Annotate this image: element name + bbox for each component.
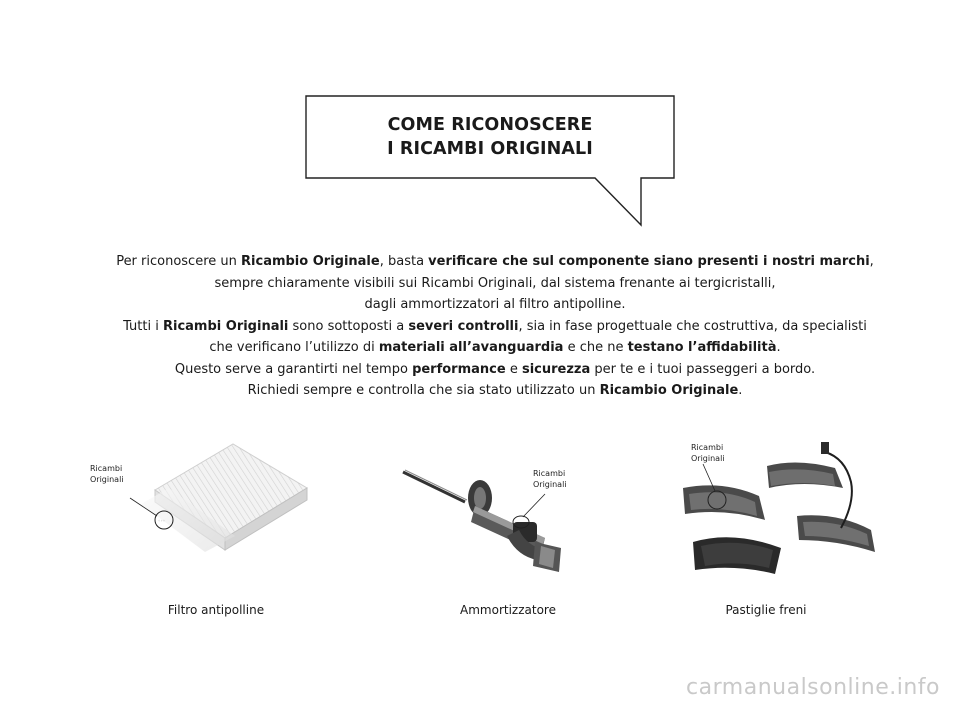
tag-line: Ricambi <box>691 443 724 452</box>
text-run: , basta <box>379 254 429 269</box>
text-run: sono sottoposti a <box>288 318 409 334</box>
shock-caption: Ammortizzatore <box>460 603 556 617</box>
text-run: Questo serve a garantirti nel tempo <box>174 361 413 377</box>
text-run: , <box>869 254 874 269</box>
paragraph-line-7 <box>70 380 920 402</box>
bold-text: testano l’affidabilità <box>627 340 777 355</box>
bold-text: Ricambio Originale <box>241 254 380 269</box>
text-run: Per riconoscere un <box>116 254 242 269</box>
tag-line: Originali <box>90 475 124 484</box>
bold-text: materiali all’avanguardia <box>378 340 564 355</box>
bold-text: Ricambio Originale <box>599 383 739 398</box>
paragraph-line-4 <box>70 316 920 338</box>
text-run: e <box>505 361 522 377</box>
bold-text: severi controlli <box>408 318 519 334</box>
svg-text:◦◦◦: ◦◦◦ <box>158 518 166 523</box>
site-watermark: carmanualsonline.info <box>686 675 940 700</box>
bold-text: verificare che sul componente siano presenti i nostri marchi <box>428 254 870 269</box>
paragraph-line-2: sempre chiaramente visibili sui Ricambi Originali, dal sistema frenante ai tergicristalli, <box>214 275 776 291</box>
filter-original-tag <box>90 463 124 485</box>
callout-title-line1: COME RICONOSCERE <box>387 115 593 135</box>
text-run: Richiedi sempre e controlla che sia stato utilizzato un <box>247 383 600 398</box>
text-run: per te e i tuoi passeggeri a bordo. <box>590 361 816 377</box>
bold-text: Ricambi Originali <box>162 318 289 334</box>
callout-title-line2: I RICAMBI ORIGINALI <box>387 139 593 159</box>
paragraph-line-3: dagli ammortizzatori al filtro antipolline. <box>364 297 626 312</box>
pads-caption: Pastiglie freni <box>725 603 807 617</box>
text-run: , sia in fase progettuale che costruttiva, da specialisti <box>518 318 867 334</box>
paragraph-line-6 <box>70 359 920 381</box>
callout-title <box>305 113 675 161</box>
filter-caption: Filtro antipolline <box>167 603 265 617</box>
text-run: e che ne <box>563 340 628 355</box>
text-run: . <box>738 383 743 398</box>
pads-original-tag <box>691 442 725 464</box>
tag-line: Ricambi <box>533 469 566 478</box>
text-run: . <box>776 340 781 355</box>
tag-line: Originali <box>533 480 567 489</box>
tag-line: Ricambi <box>90 464 123 473</box>
bold-text: performance <box>412 361 506 377</box>
intro-paragraph <box>70 251 920 402</box>
text-run: che verificano l’utilizzo di <box>209 340 379 355</box>
paragraph-line-5 <box>70 337 920 359</box>
tag-line: Originali <box>691 454 725 463</box>
paragraph-line-1 <box>70 251 920 273</box>
shock-original-tag <box>533 468 567 490</box>
bold-text: sicurezza <box>521 361 591 377</box>
text-run: Tutti i <box>123 318 163 334</box>
